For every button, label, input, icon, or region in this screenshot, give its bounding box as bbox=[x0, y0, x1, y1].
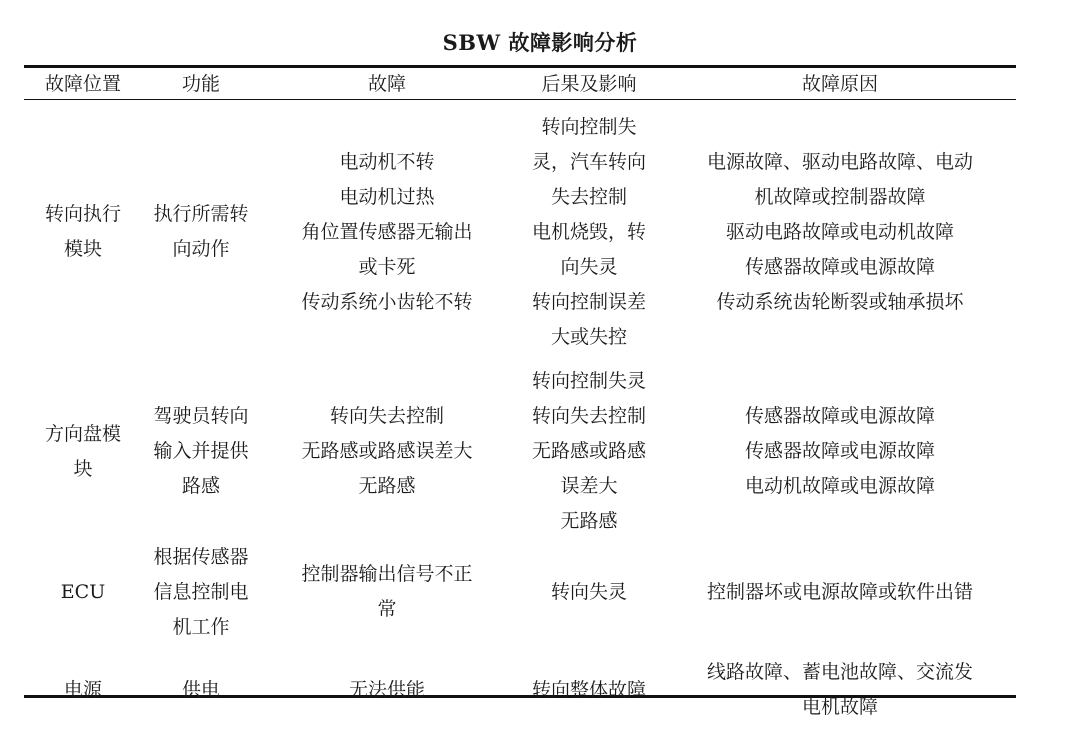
table-header-row bbox=[24, 68, 1016, 100]
cell-line: 无路感或路感误差大 bbox=[301, 440, 473, 462]
cell-text bbox=[532, 110, 646, 355]
cell-cause bbox=[664, 645, 1016, 735]
cell-line: 无路感或路感 bbox=[531, 440, 646, 462]
cell-line: 块 bbox=[73, 457, 93, 480]
cell-line: 转向失去控制 bbox=[329, 405, 444, 427]
cell-line: 电动机不转 bbox=[339, 150, 435, 173]
cell-text bbox=[707, 575, 973, 610]
cell-fault bbox=[260, 539, 514, 645]
cell-line: 电动机故障或电源故障 bbox=[744, 475, 935, 497]
cell-line: 电动机过热 bbox=[339, 185, 435, 208]
cell-line: 或卡死 bbox=[358, 255, 416, 278]
cell-text bbox=[532, 673, 646, 708]
cell-location bbox=[24, 539, 142, 645]
cell-line: 传感器故障或电源故障 bbox=[744, 405, 935, 427]
cell-text bbox=[301, 557, 472, 627]
table-row bbox=[24, 100, 1016, 364]
cell-line: 驾驶员转向 bbox=[153, 405, 249, 427]
cell-effect bbox=[514, 645, 664, 735]
cell-line: 驱动电路故障或电动机故障 bbox=[725, 220, 954, 243]
cell-text bbox=[182, 673, 220, 708]
cell-line: 电机烧毁，转 bbox=[531, 220, 646, 243]
cell-text bbox=[349, 673, 425, 708]
cell-location bbox=[24, 645, 142, 735]
cell-fault bbox=[260, 364, 514, 539]
cell-line: 电机故障 bbox=[801, 696, 878, 718]
cell-line: 转向控制失灵 bbox=[531, 370, 646, 392]
cell-text bbox=[153, 399, 248, 504]
cell-text bbox=[301, 399, 472, 504]
cell-line: 转向失灵 bbox=[550, 580, 627, 603]
cell-line: 传动系统齿轮断裂或轴承损坏 bbox=[716, 290, 964, 313]
cell-line: 方向盘模 bbox=[44, 422, 121, 445]
cell-line: 传动系统小齿轮不转 bbox=[301, 290, 473, 313]
cell-line: 输入并提供 bbox=[153, 440, 249, 462]
cell-line: 常 bbox=[377, 598, 397, 620]
cell-line: 失去控制 bbox=[550, 185, 627, 208]
header-effect: 后果及影响 bbox=[541, 73, 637, 95]
cell-text bbox=[45, 417, 121, 487]
cell-cause bbox=[664, 364, 1016, 539]
cell-text bbox=[153, 197, 248, 267]
cell-effect bbox=[514, 100, 664, 364]
cell-line: 电源 bbox=[63, 678, 102, 701]
header-cause: 故障原因 bbox=[801, 73, 878, 95]
cell-text bbox=[707, 655, 973, 725]
cell-line: 传感器故障或电源故障 bbox=[744, 255, 935, 278]
table-row bbox=[24, 539, 1016, 645]
cell-line: 模块 bbox=[63, 238, 102, 260]
cell-line: 传感器故障或电源故障 bbox=[744, 440, 935, 462]
page-title: SBW 故障影响分析 bbox=[442, 30, 638, 55]
cell-line: 线路故障、蓄电池故障、交流发 bbox=[706, 661, 973, 683]
cell-line: 角位置传感器无输出 bbox=[301, 220, 473, 243]
cell-line: 转向失去控制 bbox=[531, 405, 646, 427]
cell-line: 机工作 bbox=[172, 615, 230, 638]
fault-analysis-table bbox=[24, 68, 1016, 735]
header-fault: 故障 bbox=[367, 73, 406, 95]
cell-line: 根据传感器 bbox=[153, 545, 249, 568]
cell-text bbox=[532, 364, 646, 539]
cell-function bbox=[142, 645, 260, 735]
cell-line: 转向整体故障 bbox=[531, 678, 646, 701]
cell-location bbox=[24, 100, 142, 364]
cell-fault bbox=[260, 100, 514, 364]
cell-location bbox=[24, 364, 142, 539]
cell-line: 路感 bbox=[181, 475, 220, 497]
cell-text bbox=[301, 145, 472, 320]
cell-text bbox=[45, 197, 121, 267]
cell-text bbox=[707, 145, 973, 320]
cell-cause bbox=[664, 100, 1016, 364]
cell-line: 误差大 bbox=[560, 475, 618, 497]
cell-line: 无路感 bbox=[358, 475, 416, 497]
cell-function bbox=[142, 539, 260, 645]
cell-line: 信息控制电 bbox=[153, 580, 249, 603]
cell-function bbox=[142, 364, 260, 539]
cell-text bbox=[64, 673, 102, 708]
cell-line: 向动作 bbox=[172, 238, 230, 260]
cell-line: 转向控制失 bbox=[541, 115, 637, 138]
cell-line: 转向控制误差 bbox=[531, 290, 646, 313]
cell-line: ECU bbox=[60, 580, 106, 603]
cell-line: 供电 bbox=[181, 678, 220, 701]
cell-fault bbox=[260, 645, 514, 735]
cell-line: 转向执行 bbox=[44, 203, 121, 225]
cell-line: 向失灵 bbox=[560, 255, 618, 278]
cell-cause bbox=[664, 539, 1016, 645]
cell-effect bbox=[514, 539, 664, 645]
cell-line: 机故障或控制器故障 bbox=[754, 185, 926, 208]
cell-line: 无法供能 bbox=[348, 678, 425, 701]
cell-function bbox=[142, 100, 260, 364]
cell-line: 无路感 bbox=[560, 510, 618, 532]
cell-text bbox=[61, 575, 105, 610]
cell-text bbox=[551, 575, 627, 610]
header-location: 故障位置 bbox=[44, 73, 121, 95]
cell-line: 控制器坏或电源故障或软件出错 bbox=[706, 580, 973, 603]
table-row bbox=[24, 645, 1016, 735]
cell-line: 控制器输出信号不正 bbox=[301, 563, 473, 585]
cell-line: 大或失控 bbox=[550, 325, 627, 348]
header-function: 功能 bbox=[181, 73, 220, 95]
cell-line: 执行所需转 bbox=[153, 203, 249, 225]
cell-line: 灵，汽车转向 bbox=[531, 150, 646, 173]
cell-text bbox=[153, 540, 248, 645]
cell-effect bbox=[514, 364, 664, 539]
table-row bbox=[24, 364, 1016, 539]
cell-line: 电源故障、驱动电路故障、电动 bbox=[706, 150, 973, 173]
cell-text bbox=[745, 399, 935, 504]
